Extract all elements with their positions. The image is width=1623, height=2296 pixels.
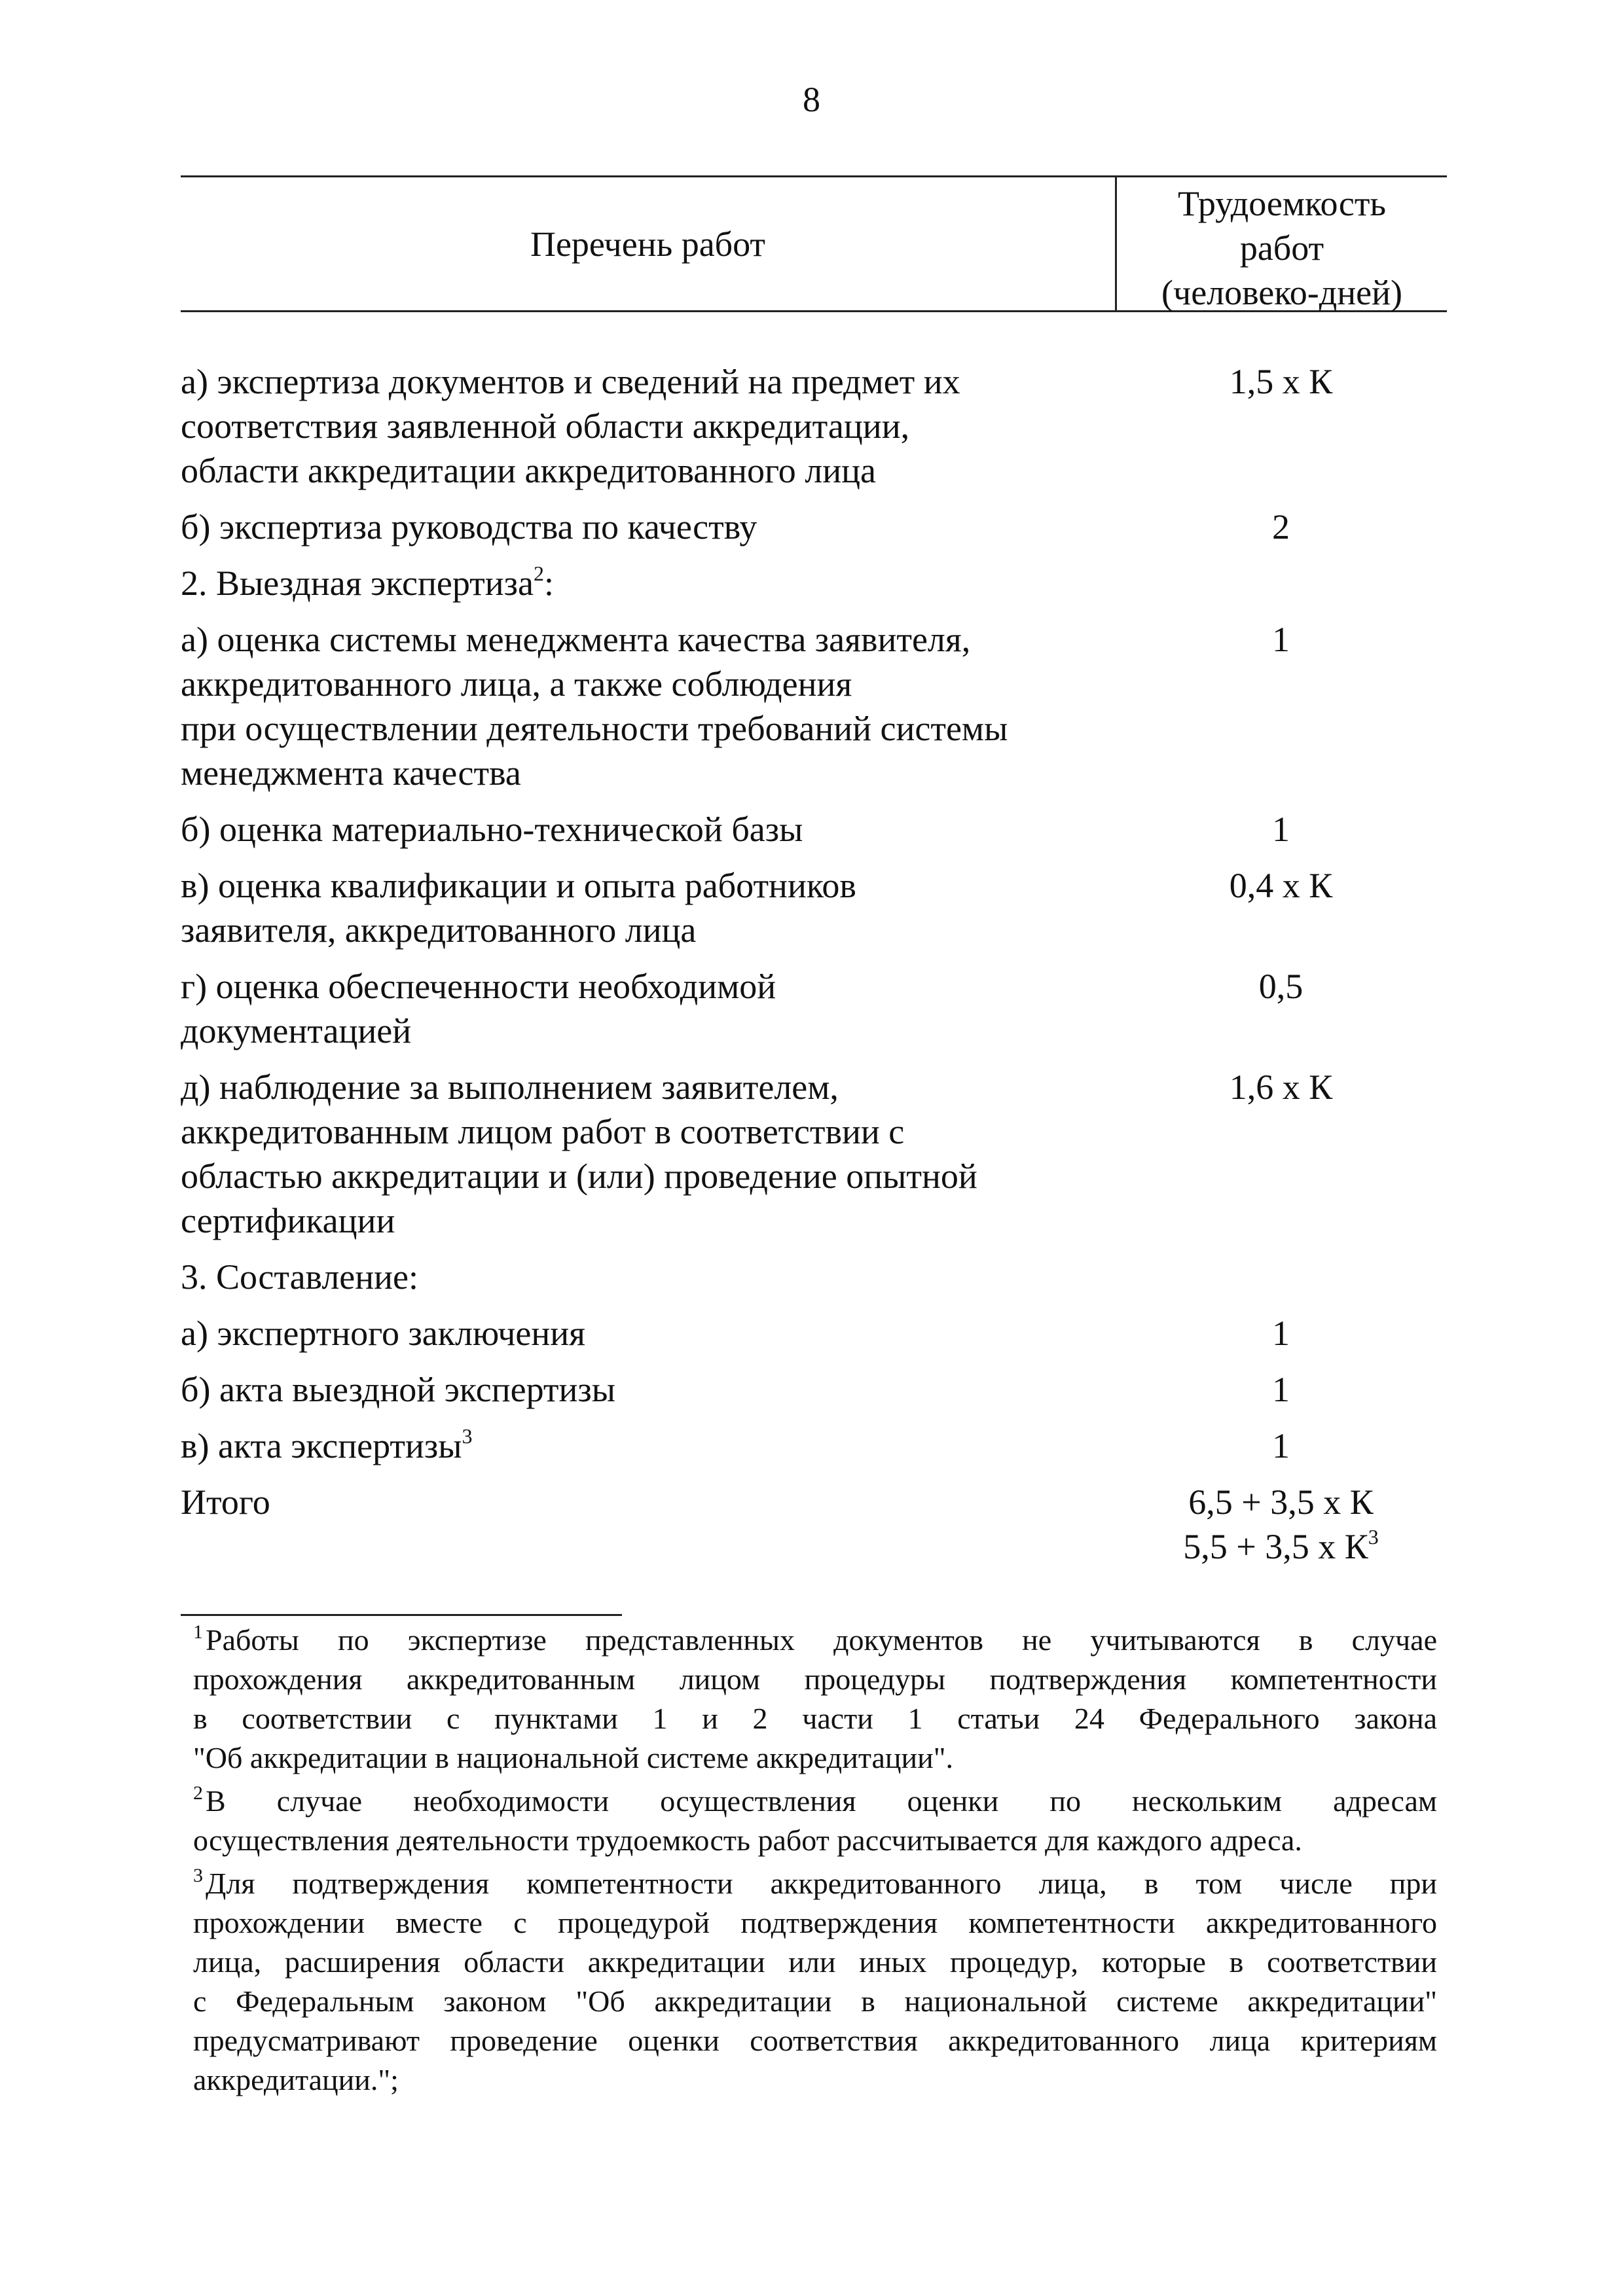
- footnote-line: предусматривают проведение оценки соответствия аккредитованного лица критериям: [193, 2024, 1437, 2057]
- labor-value: [1115, 359, 1447, 493]
- table-row: [181, 863, 1447, 952]
- work-item: [181, 964, 1115, 1053]
- footnote-line: [193, 1864, 1437, 1903]
- table-row: [181, 1424, 1447, 1468]
- labor-table: [181, 175, 1447, 1581]
- footnote-mark: 3: [193, 1865, 203, 1886]
- work-item: [181, 807, 1115, 852]
- header-line: Трудоемкость: [1177, 184, 1387, 223]
- labor-value-line: 2: [1272, 507, 1290, 547]
- work-item-line: области аккредитации аккредитованного лица: [181, 451, 877, 490]
- footnote-line: аккредитации.";: [193, 2063, 399, 2096]
- footnote-line: осуществления деятельности трудоемкость работ рассчитывается для каждого адреса.: [193, 1823, 1302, 1857]
- page-number: 8: [803, 80, 820, 119]
- table-row: [181, 505, 1447, 549]
- table-row: [181, 964, 1447, 1053]
- labor-value-line: 0,5: [1258, 967, 1304, 1006]
- footnote-text: Работы по экспертизе представленных документов не учитываются в случае: [206, 1623, 1437, 1657]
- table-row: [181, 1367, 1447, 1412]
- work-item-line: б) экспертиза руководства по качеству: [181, 507, 757, 547]
- labor-value-line: 1,5 х К: [1229, 362, 1333, 401]
- labor-value-line: 0,4 х К: [1229, 866, 1333, 905]
- work-item-line: д) наблюдение за выполнением заявителем,: [181, 1067, 839, 1107]
- work-item-line: при осуществлении деятельности требований системы: [181, 709, 1008, 748]
- header-line: работ: [1239, 228, 1324, 268]
- footnote-text: В случае необходимости осуществления оценки по нескольким адресам: [206, 1784, 1437, 1818]
- work-item-line: аккредитованным лицом работ в соответствии с: [181, 1112, 905, 1151]
- table-row: [181, 1065, 1447, 1243]
- labor-value-line: 1: [1272, 1426, 1290, 1465]
- table-row: [181, 1311, 1447, 1355]
- table-row: [181, 1480, 1447, 1569]
- labor-value: [1115, 617, 1447, 795]
- work-item-line: аккредитованного лица, а также соблюдения: [181, 664, 852, 704]
- labor-value: [1115, 1367, 1447, 1412]
- work-item: [181, 1065, 1115, 1243]
- work-item-line: областью аккредитации и (или) проведение опытной: [181, 1157, 977, 1196]
- table-header: [181, 175, 1447, 312]
- work-item: [181, 359, 1115, 493]
- footnote-ref: 2: [533, 562, 544, 585]
- work-item: [181, 863, 1115, 952]
- work-item: [181, 1255, 1115, 1299]
- footnote-line: "Об аккредитации в национальной системе аккредитации".: [193, 1741, 954, 1774]
- footnote-line: [193, 1782, 1437, 1821]
- labor-value: [1115, 1065, 1447, 1243]
- work-item: [181, 1311, 1115, 1355]
- table-row: [181, 1255, 1447, 1299]
- labor-value: [1115, 1311, 1447, 1355]
- table-body: [181, 359, 1447, 1569]
- work-item-line: Итого: [181, 1482, 270, 1522]
- work-item-line: б) оценка материально-технической базы: [181, 810, 803, 849]
- work-item-line: соответствия заявленной области аккредитации,: [181, 406, 910, 446]
- labor-value: [1115, 1255, 1447, 1299]
- footnote-line: прохождении вместе с процедурой подтверждения компетентности аккредитованного: [193, 1906, 1437, 1939]
- work-item-suffix: :: [543, 564, 554, 603]
- footnote-line: в соответствии с пунктами 1 и 2 части 1 статьи 24 Федерального закона: [193, 1702, 1437, 1735]
- table-row: [181, 561, 1447, 605]
- footnote-line: с Федеральным законом "Об аккредитации в национальной системе аккредитации": [193, 1984, 1437, 2018]
- labor-value: [1115, 561, 1447, 605]
- work-item: [181, 561, 1115, 605]
- work-item-line: а) экспертиза документов и сведений на предмет их: [181, 362, 960, 401]
- work-item-line: а) экспертного заключения: [181, 1314, 585, 1353]
- work-item-line: б) акта выездной экспертизы: [181, 1370, 616, 1409]
- footnote-separator: [181, 1614, 622, 1616]
- labor-value-line: 1: [1272, 810, 1290, 849]
- labor-value-line: 1: [1272, 620, 1290, 659]
- work-item-line: сертификации: [181, 1201, 395, 1240]
- work-item: [181, 1367, 1115, 1412]
- labor-value: [1115, 1480, 1447, 1569]
- header-work-list: Перечень работ: [530, 224, 766, 264]
- labor-value: [1115, 863, 1447, 952]
- header-labor-intensity: [1117, 181, 1447, 315]
- work-item-line: в) оценка квалификации и опыта работников: [181, 866, 856, 905]
- footnote-ref: 3: [462, 1424, 473, 1448]
- work-item-line: документацией: [181, 1011, 412, 1050]
- labor-value-line: 1: [1272, 1314, 1290, 1353]
- footnote: [193, 1782, 1437, 1860]
- footnote-ref: 3: [1368, 1525, 1379, 1549]
- work-item: [181, 617, 1115, 795]
- work-item-line: менеджмента качества: [181, 753, 521, 793]
- work-item-line: заявителя, аккредитованного лица: [181, 910, 697, 950]
- labor-value-line: 6,5 + 3,5 х К: [1188, 1482, 1374, 1522]
- footnote-line: прохождения аккредитованным лицом процедуры подтверждения компетентности: [193, 1662, 1437, 1696]
- header-line: (человеко-дней): [1161, 273, 1402, 312]
- table-row: [181, 807, 1447, 852]
- footnotes: [193, 1621, 1437, 2104]
- labor-value: [1115, 1424, 1447, 1468]
- footnote-line: лица, расширения области аккредитации или иных процедур, которые в соответствии: [193, 1945, 1437, 1979]
- footnote: [193, 1621, 1437, 1778]
- work-item-line: а) оценка системы менеджмента качества заявителя,: [181, 620, 971, 659]
- labor-value-line: 1,6 х К: [1229, 1067, 1333, 1107]
- footnote: [193, 1864, 1437, 2100]
- work-item-line: в) акта экспертизы$^3$: [181, 1424, 473, 1465]
- work-item-line: г) оценка обеспеченности необходимой: [181, 967, 776, 1006]
- labor-value-line: 1: [1272, 1370, 1290, 1409]
- work-item: [181, 1424, 1115, 1468]
- footnote-text: Для подтверждения компетентности аккредитованного лица, в том числе при: [206, 1867, 1437, 1900]
- work-item-line: 3. Составление:: [181, 1257, 419, 1297]
- labor-value: [1115, 807, 1447, 852]
- footnote-mark: 1: [193, 1621, 203, 1643]
- footnote-mark: 2: [193, 1782, 203, 1804]
- labor-value-line: 5,5 + 3,5 х К$^3$: [1183, 1525, 1379, 1566]
- work-item: [181, 505, 1115, 549]
- table-row: [181, 617, 1447, 795]
- footnote-line: [193, 1621, 1437, 1660]
- labor-value: [1115, 964, 1447, 1053]
- work-item: [181, 1480, 1115, 1569]
- table-row: [181, 359, 1447, 493]
- labor-value: [1115, 505, 1447, 549]
- work-item-line: 2. Выездная экспертиза$^2$:: [181, 562, 554, 603]
